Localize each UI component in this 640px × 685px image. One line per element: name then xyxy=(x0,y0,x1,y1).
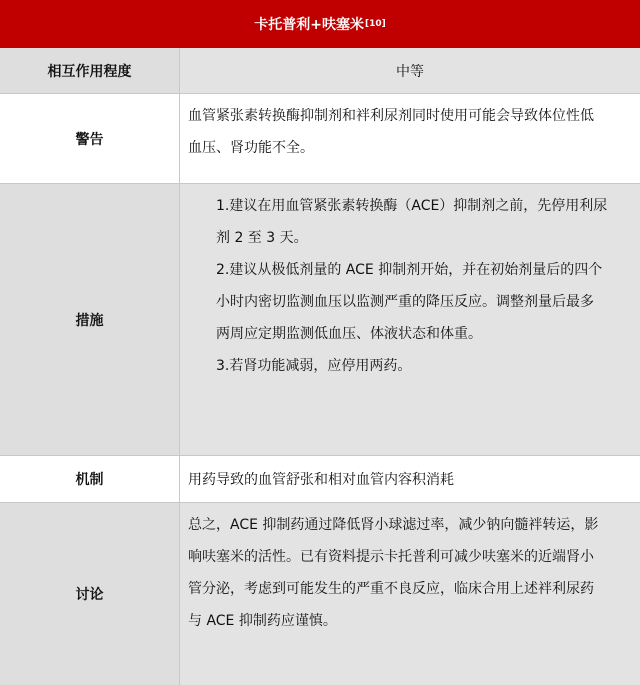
warning-line-2: 血压、肾功能不全。 xyxy=(188,140,314,156)
warning-label: 警告 xyxy=(0,94,180,183)
mechanism-value: 用药导致的血管舒张和相对血管内容积消耗 xyxy=(188,472,454,488)
table-row-discussion xyxy=(0,503,640,685)
table-row-mechanism xyxy=(0,456,640,503)
degree-value-cell xyxy=(180,48,640,93)
discussion-line-2: 响呋塞米的活性。已有资料提示卡托普利可减少呋塞米的近端肾小 xyxy=(188,549,594,565)
degree-label: 相互作用程度 xyxy=(0,48,180,93)
measures-line-5: 两周应定期监测低血压、体液状态和体重。 xyxy=(216,326,482,342)
mechanism-label: 机制 xyxy=(0,456,180,502)
discussion-label: 讨论 xyxy=(0,503,180,685)
measures-label: 措施 xyxy=(0,184,180,455)
measures-line-2: 剂 2 至 3 天。 xyxy=(216,230,308,246)
table-row-measures xyxy=(0,184,640,456)
measures-value-cell xyxy=(180,184,640,455)
table-header xyxy=(0,0,640,48)
discussion-value-cell xyxy=(180,503,640,685)
table-row-warning xyxy=(0,94,640,184)
reference-marker: [10] xyxy=(364,19,386,29)
measures-line-4: 小时内密切监测血压以监测严重的降压反应。调整剂量后最多 xyxy=(216,294,594,310)
discussion-line-4: 与 ACE 抑制药应谨慎。 xyxy=(188,613,337,629)
measures-line-1: 1.建议在用血管紧张素转换酶（ACE）抑制剂之前，先停用利尿 xyxy=(216,198,608,214)
degree-value: 中等 xyxy=(396,63,424,80)
drug-pair-title: 卡托普利+呋塞米 xyxy=(254,17,364,33)
measures-line-3: 2.建议从极低剂量的 ACE 抑制剂开始，并在初始剂量后的四个 xyxy=(216,262,603,278)
measures-line-6: 3.若肾功能减弱，应停用两药。 xyxy=(216,358,412,374)
warning-line-1: 血管紧张素转换酶抑制剂和袢利尿剂同时使用可能会导致体位性低 xyxy=(188,108,594,124)
discussion-line-1: 总之，ACE 抑制药通过降低肾小球滤过率，减少钠向髓袢转运，影 xyxy=(188,517,599,533)
mechanism-value-cell xyxy=(180,456,640,502)
table-row-degree xyxy=(0,48,640,94)
discussion-line-3: 管分泌，考虑到可能发生的严重不良反应，临床合用上述袢利尿药 xyxy=(188,581,594,597)
warning-value-cell xyxy=(180,94,640,183)
